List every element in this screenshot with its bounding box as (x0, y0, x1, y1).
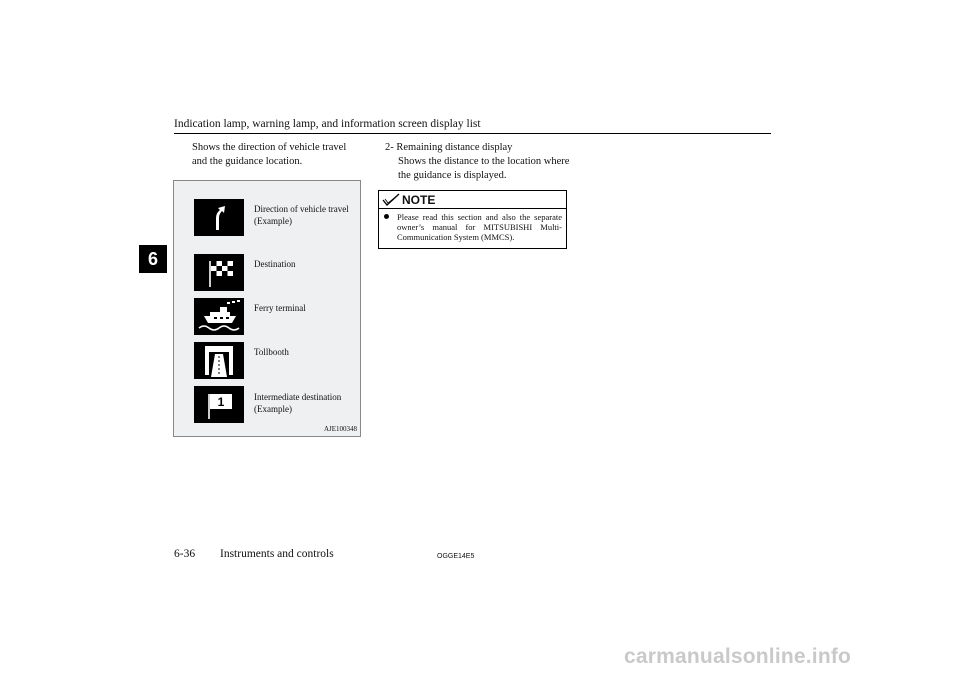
icon-label-direction: Direction of vehicle travel (Example) (254, 204, 349, 226)
turn-arrow-icon (194, 199, 244, 236)
remaining-distance-item (385, 141, 570, 183)
header-rule (174, 133, 771, 134)
guidance-icon-figure (173, 180, 361, 437)
ferry-icon (194, 298, 244, 335)
icon-label-intermediate: Intermediate destination (Example) (254, 392, 342, 414)
check-icon (382, 193, 400, 207)
numbered-flag-icon (194, 386, 244, 423)
page-number: 6-36 (174, 548, 196, 560)
item-description: Shows the distance to the location where the guidance is displayed. (398, 156, 570, 181)
intro-text: Shows the direction of vehicle travel and the guidance location. (192, 142, 347, 167)
icon-label-ferry: Ferry terminal (254, 303, 306, 313)
item-number: 2- (385, 142, 394, 153)
section-title: Instruments and controls (220, 548, 334, 560)
figure-code: AJE100348 (323, 425, 357, 433)
flag-number: 1 (217, 395, 225, 409)
note-box (378, 190, 567, 249)
note-text: Please read this section and also the separate owner’s manual for MITSUBISHI Multi-Communication System (MMCS). (397, 212, 562, 242)
chapter-tab: 6 (139, 245, 167, 273)
item-title: Remaining distance display (396, 142, 513, 153)
watermark: carmanualsonline.info (624, 645, 852, 668)
icon-label-tollbooth: Tollbooth (254, 347, 289, 357)
header-title: Indication lamp, warning lamp, and information screen display list (174, 118, 481, 130)
note-title: NOTE (402, 192, 436, 207)
document-code: OGGE14E5 (437, 553, 475, 560)
tollbooth-icon (194, 342, 244, 379)
icon-label-destination: Destination (254, 259, 296, 269)
checkered-flag-icon (194, 254, 244, 291)
bullet-icon (384, 214, 389, 219)
